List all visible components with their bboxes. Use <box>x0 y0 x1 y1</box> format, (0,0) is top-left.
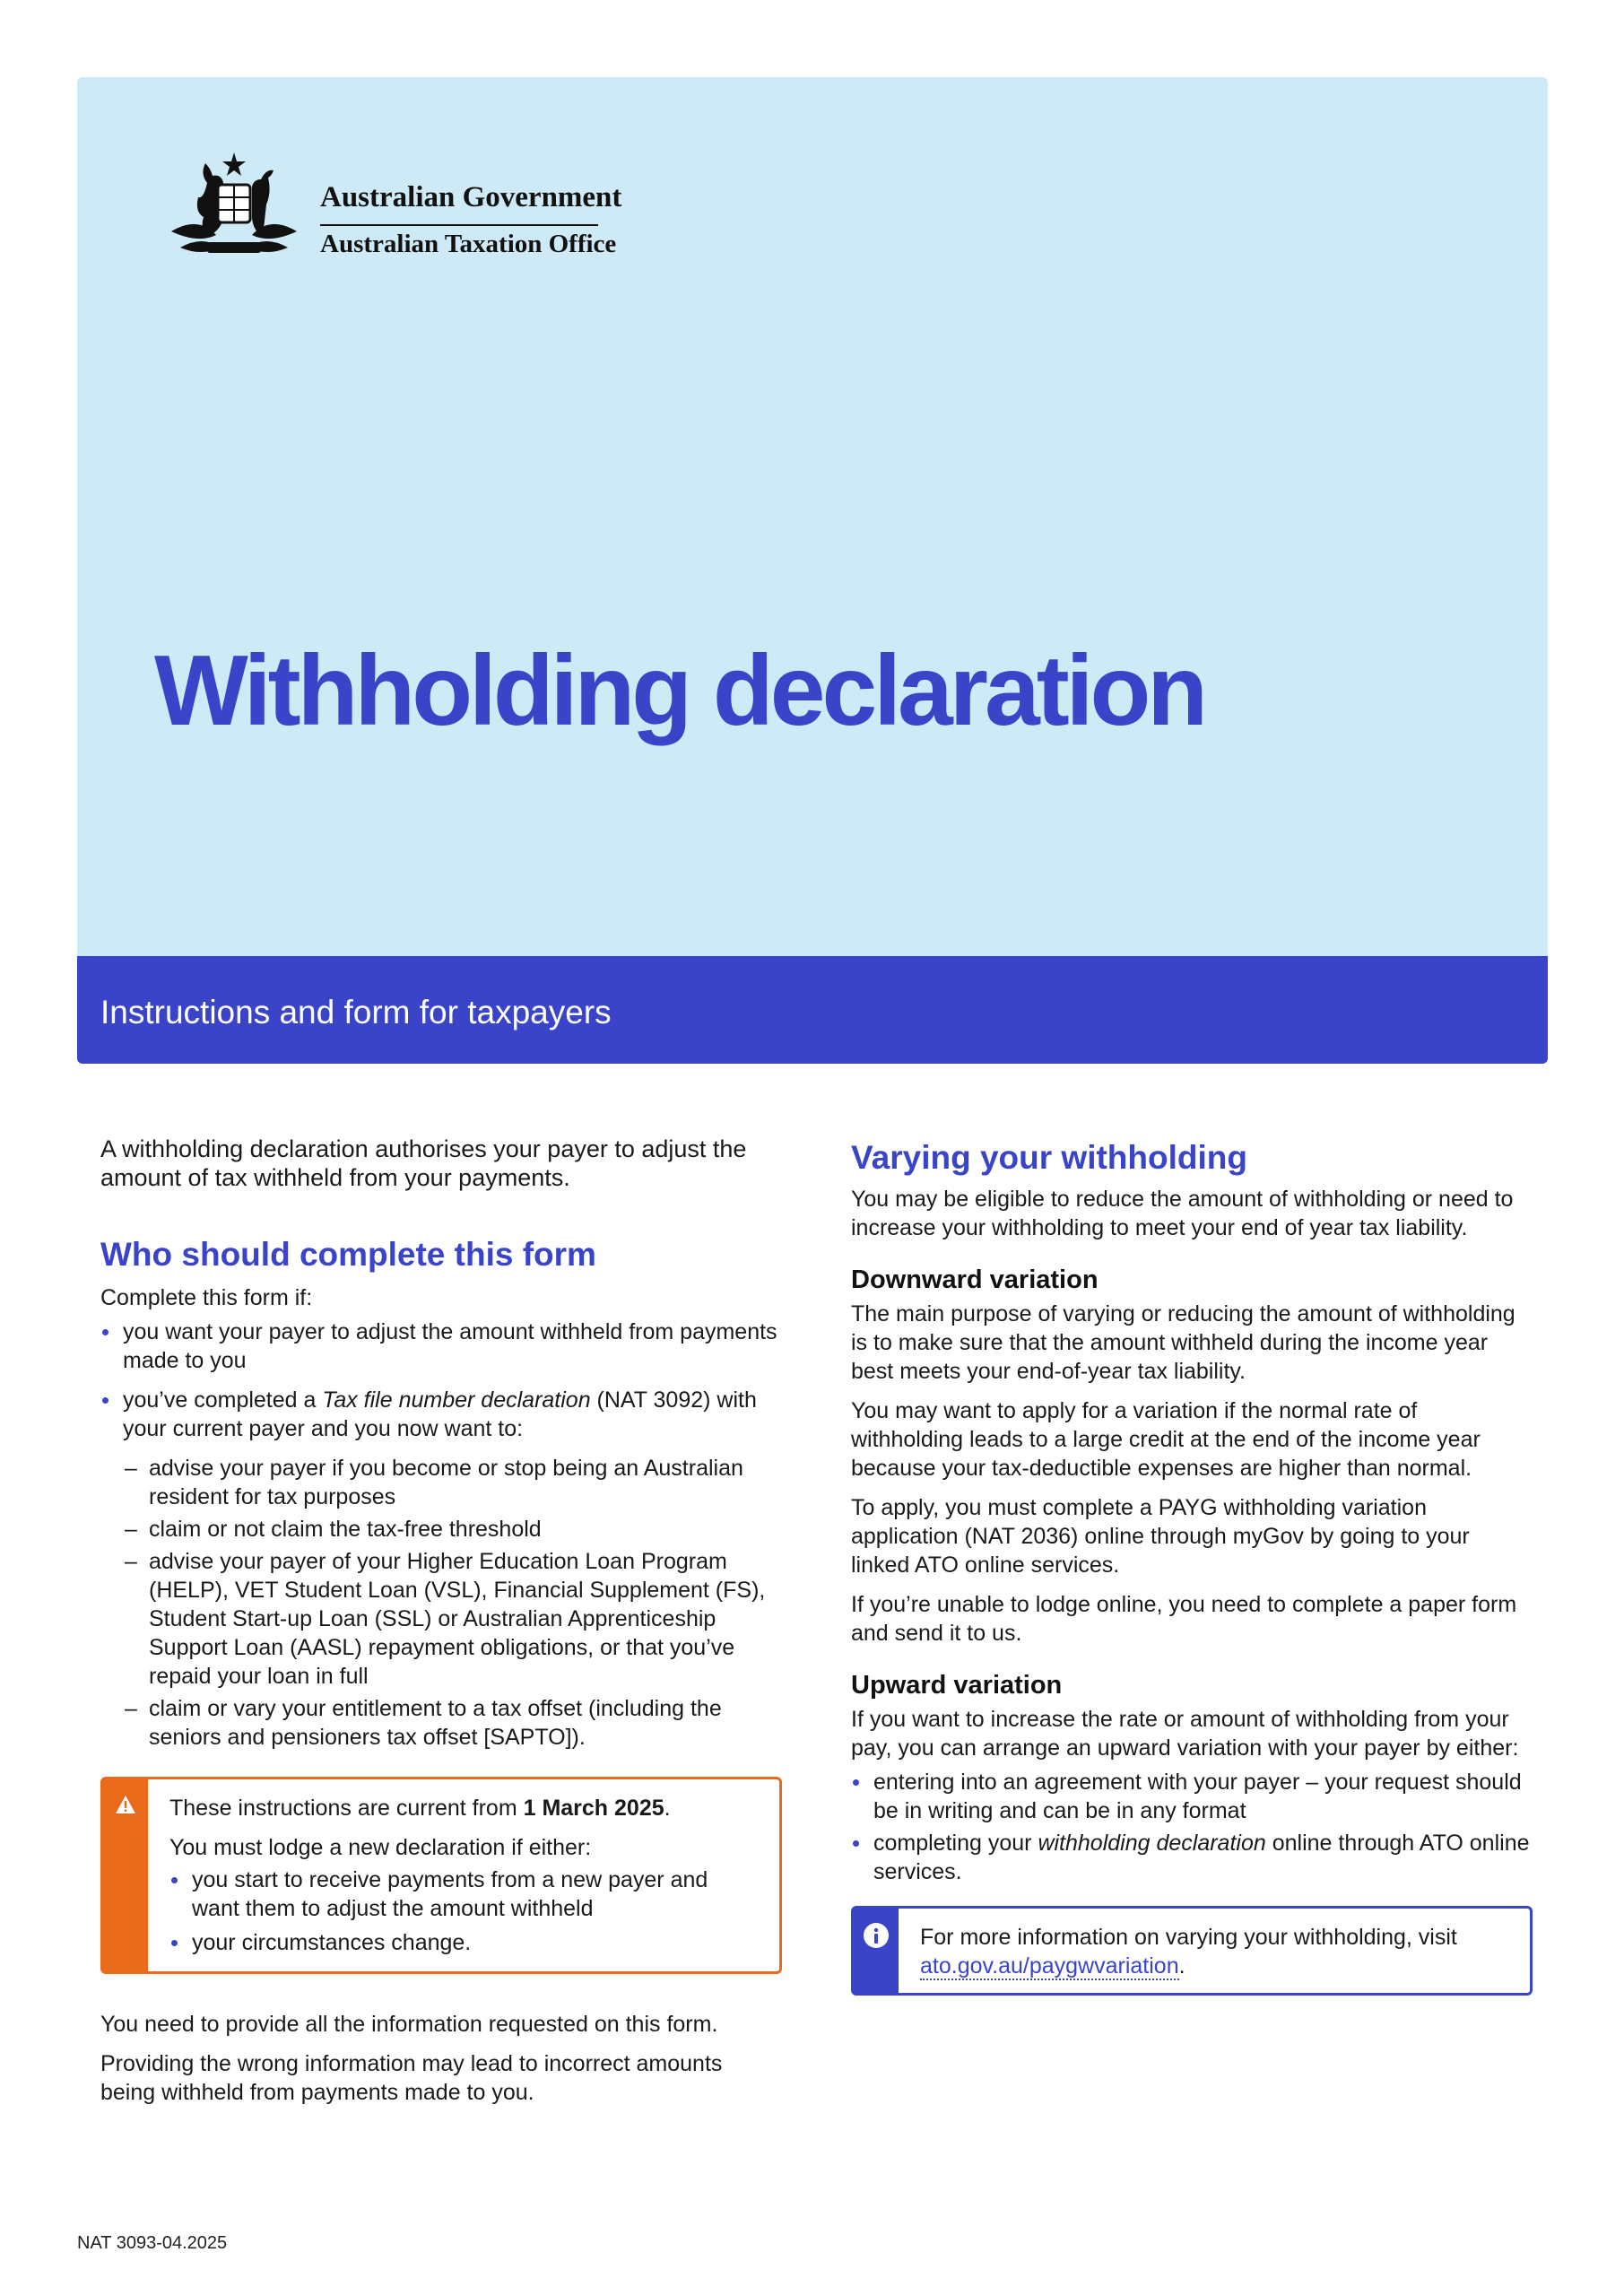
form-name-reference: Tax file number declaration <box>322 1387 591 1413</box>
list-item: entering into an agreement with your payer – your request should be in writing and can be in any format <box>851 1768 1533 1825</box>
complete-if-text: Complete this form if: <box>100 1285 313 1310</box>
effective-date: 1 March 2025 <box>523 1796 664 1821</box>
hero-header <box>77 77 1548 956</box>
logo-divider <box>320 224 598 226</box>
downward-paragraph: The main purpose of varying or reducing the amount of withholding is to make sure that the amount withheld during the income year best meets your end-of-year tax liability. <box>851 1301 1515 1384</box>
banner-subtitle: Instructions and form for taxpayers <box>100 994 612 1031</box>
document-code: NAT 3093-04.2025 <box>77 2233 228 2253</box>
left-column <box>100 1135 782 2107</box>
warning-current-date: These instructions are current from 1 March 2025. <box>169 1796 671 1821</box>
coat-of-arms-icon <box>153 149 315 265</box>
wrong-info-paragraph: Providing the wrong information may lead to incorrect amounts being withheld from payments made to you. <box>100 2051 723 2105</box>
document-title: Withholding declaration <box>154 635 1205 746</box>
varying-withholding-heading: Varying your withholding <box>851 1139 1247 1176</box>
subtitle-banner <box>77 956 1548 1064</box>
list-item: – advise your payer of your Higher Education Loan Program (HELP), VET Student Loan (VSL), Financial Supplement (FS), Student Start-up Loan (SSL) or Australian Apprenticeship Support Loan (AASL) repayment obligations, or that you’ve repaid your loan in full <box>125 1547 782 1691</box>
list-item: – claim or not claim the tax-free threshold <box>125 1515 782 1544</box>
list-item: – claim or vary your entitlement to a tax offset (including the seniors and pensioners tax offset [SAPTO]). <box>125 1694 782 1752</box>
right-column <box>851 1135 1533 1996</box>
upward-bullet-list <box>851 1768 1533 1886</box>
warning-lodge-text: You must lodge a new declaration if either: <box>169 1835 592 1860</box>
who-bullet-list <box>100 1318 782 1443</box>
form-name-reference: withholding declaration <box>1038 1831 1266 1856</box>
upward-paragraph: If you want to increase the rate or amount of withholding from your pay, you can arrange an upward variation with your payer by either: <box>851 1707 1519 1761</box>
warning-triangle-icon <box>115 1795 136 1814</box>
info-callout <box>851 1906 1533 1996</box>
downward-paragraph: If you’re unable to lodge online, you need to complete a paper form and send it to us. <box>851 1592 1517 1646</box>
info-text: For more information on varying your withholding, visit ato.gov.au/paygwvariation. <box>920 1925 1457 1979</box>
list-item: you start to receive payments from a new payer and want them to adjust the amount withheld <box>169 1866 761 1923</box>
government-logo <box>153 149 656 265</box>
upward-variation-heading: Upward variation <box>851 1671 1063 1700</box>
warning-bullet-list <box>169 1866 761 1957</box>
ato-variation-link[interactable]: ato.gov.au/paygwvariation <box>920 1953 1179 1979</box>
list-item: your circumstances change. <box>169 1928 761 1957</box>
list-item: – advise your payer if you become or stop being an Australian resident for tax purposes <box>125 1454 782 1511</box>
who-should-complete-heading: Who should complete this form <box>100 1236 596 1273</box>
warning-callout <box>100 1777 782 1974</box>
downward-paragraph: To apply, you must complete a PAYG withholding variation application (NAT 2036) online through myGov by going to your linked ATO online services. <box>851 1495 1470 1578</box>
varying-paragraph: You may be eligible to reduce the amount of withholding or need to increase your withholding to meet your end of year tax liability. <box>851 1187 1514 1240</box>
list-item: completing your withholding declaration online through ATO online services. <box>851 1829 1533 1886</box>
provide-info-paragraph: You need to provide all the information requested on this form. <box>100 2012 718 2037</box>
intro-paragraph: A withholding declaration authorises your payer to adjust the amount of tax withheld from your payments. <box>100 1135 747 1191</box>
info-circle-icon <box>863 1922 890 1949</box>
list-item: you’ve completed a Tax file number declaration (NAT 3092) with your current payer and you now want to: <box>100 1386 782 1443</box>
downward-variation-heading: Downward variation <box>851 1265 1099 1294</box>
list-item: you want your payer to adjust the amount withheld from payments made to you <box>100 1318 782 1375</box>
agency-name: Australian Taxation Office <box>320 230 617 258</box>
reasons-dash-list <box>125 1454 782 1752</box>
government-title: Australian Government <box>320 181 622 213</box>
downward-paragraph: You may want to apply for a variation if the normal rate of withholding leads to a large credit at the end of the income year because your tax-deductible expenses are higher than normal. <box>851 1398 1481 1481</box>
